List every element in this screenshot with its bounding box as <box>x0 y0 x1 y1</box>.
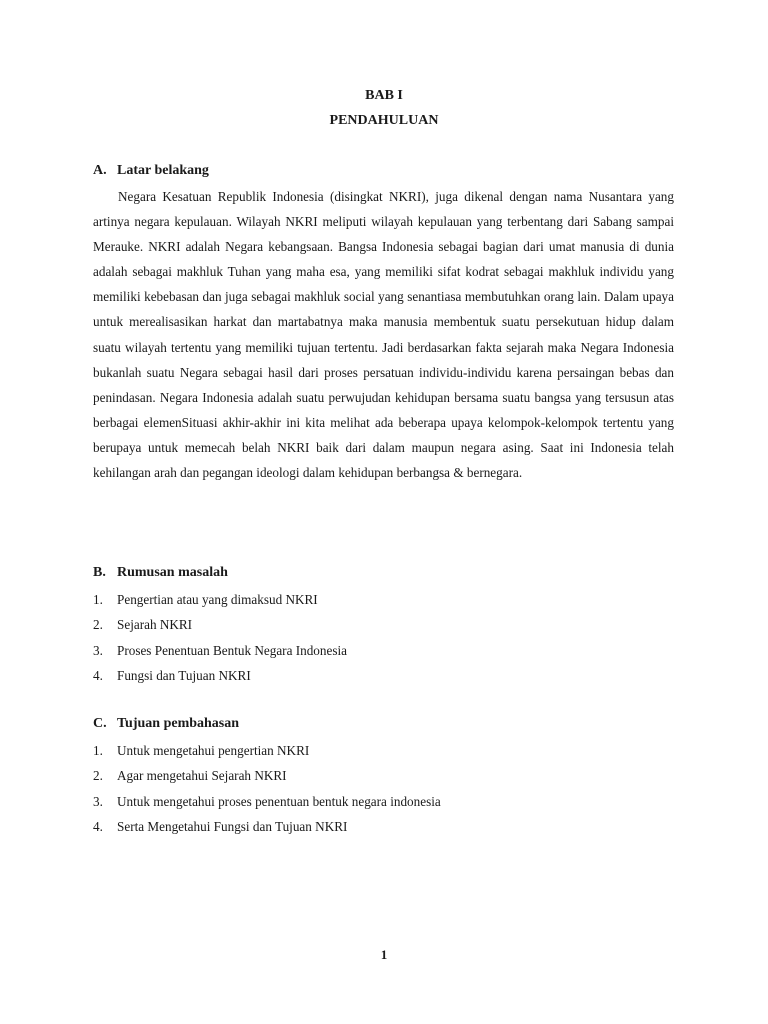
page-number: 1 <box>380 947 388 962</box>
list-item <box>93 814 441 839</box>
chapter-number: BAB I <box>365 88 403 103</box>
list-number: 4. <box>93 667 103 683</box>
list-number: 2. <box>93 617 103 633</box>
background-text: Negara Kesatuan Republik Indonesia (disingkat NKRI), juga dikenal dengan nama Nusantara yang artinya negara kepulauan. Wilayah NKRI meliputi wilayah kepulauan yang terbentang dari Sabang sampai Merauke. NKRI adalah Negara kebangsaan. Bangsa Indonesia sebagai bagian dari umat manusia di dunia adalah sebagai makhluk Tuhan yang maha esa, yang memiliki sifat kodrat sebagai makhluk individu yang memiliki kebebasan dan juga sebagai makhluk social yang senantiasa membutuhkan orang lain. Dalam upaya untuk merealisasikan harkat dan martabatnya maka manusia membentuk suatu persekutuan hidup dalam suatu wilayah tertentu yang memiliki tujuan tertentu. Jadi berdasarkan fakta sejarah maka Negara Indonesia bukanlah suatu Negara sebagai hasil dari proses persatuan individu-individu karena persaingan bebas dan penindasan. Negara Indonesia adalah suatu perwujudan kehidupan bersama suatu bangsa yang tersusun atas berbagai elemenSituasi akhir-akhir ini kita melihat ada beberapa upaya kelompok-kelompok tertentu yang berupaya untuk memecah belah NKRI baik dari dalam maupun negara asing. Saat ini Indonesia telah kehilangan arah dan pegangan ideologi dalam kehidupan berbangsa & bernegara. <box>93 189 674 481</box>
list-text: Agar mengetahui Sejarah NKRI <box>117 768 287 784</box>
section-b-title: Rumusan masalah <box>117 565 228 580</box>
section-a-label: A. <box>93 163 107 178</box>
list-item <box>93 638 347 663</box>
list-item <box>93 738 441 763</box>
section-c-heading <box>93 716 239 732</box>
list-text: Untuk mengetahui proses penentuan bentuk negara indonesia <box>117 793 441 809</box>
list-number: 1. <box>93 743 103 758</box>
list-item <box>93 587 347 612</box>
list-text: Untuk mengetahui pengertian NKRI <box>117 743 310 758</box>
section-b-heading <box>93 565 228 581</box>
list-text: Proses Penentuan Bentuk Negara Indonesia <box>117 642 347 658</box>
list-number: 2. <box>93 768 103 784</box>
list-item <box>93 763 441 788</box>
section-a-title: Latar belakang <box>117 163 209 178</box>
objective-list <box>93 738 441 839</box>
section-c-label: C. <box>93 716 107 731</box>
problem-list <box>93 587 347 688</box>
section-c-title: Tujuan pembahasan <box>117 716 240 731</box>
list-number: 4. <box>93 818 103 834</box>
list-number: 3. <box>93 793 103 809</box>
list-item <box>93 663 347 688</box>
list-text: Fungsi dan Tujuan NKRI <box>117 667 251 683</box>
list-number: 1. <box>93 592 103 607</box>
section-b-label: B. <box>93 565 106 580</box>
list-text: Sejarah NKRI <box>117 617 193 633</box>
list-text: Serta Mengetahui Fungsi dan Tujuan NKRI <box>117 818 348 834</box>
list-item <box>93 789 441 814</box>
section-a-heading <box>93 163 209 179</box>
chapter-title: PENDAHULUAN <box>329 113 439 128</box>
list-number: 3. <box>93 642 103 658</box>
list-item <box>93 612 347 637</box>
background-paragraph <box>93 184 674 485</box>
list-text: Pengertian atau yang dimaksud NKRI <box>117 592 318 607</box>
